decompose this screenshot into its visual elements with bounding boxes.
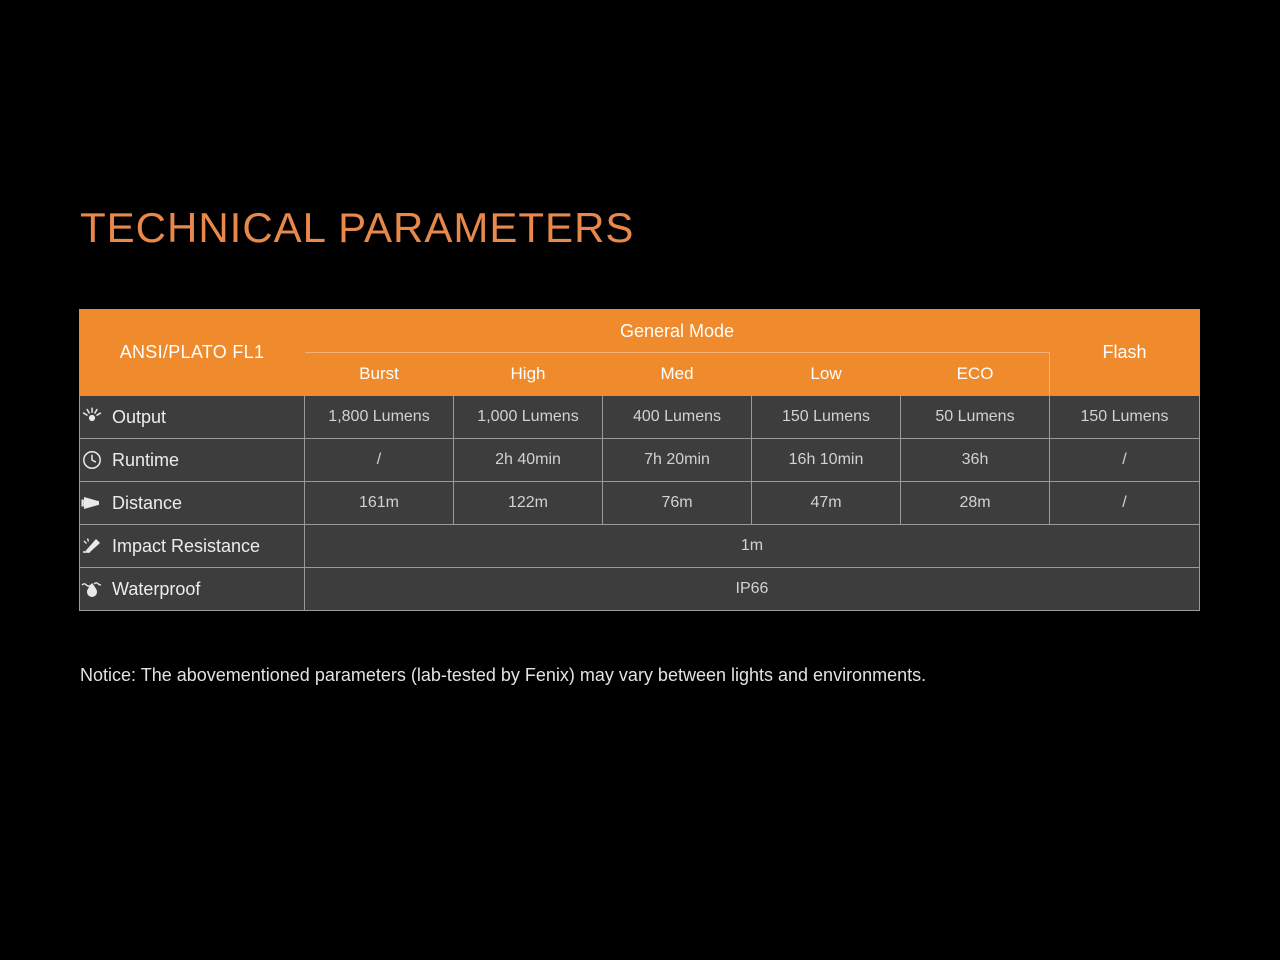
cell-distance-med: 76m xyxy=(603,482,752,525)
table-header-row-group xyxy=(80,310,1200,353)
cell-output-burst: 1,800 Lumens xyxy=(305,396,454,439)
standard-label-cell: ANSI/PLATO FL1 xyxy=(80,310,305,396)
mode-header-eco: ECO xyxy=(901,353,1050,396)
row-label-text: Output xyxy=(112,406,167,427)
mode-header-high: High xyxy=(454,353,603,396)
row-label-distance xyxy=(80,482,305,525)
row-label-text: Waterproof xyxy=(112,578,201,599)
table-row xyxy=(80,439,1200,482)
cell-distance-high: 122m xyxy=(454,482,603,525)
cell-output-med: 400 Lumens xyxy=(603,396,752,439)
impact-resistance-icon xyxy=(80,535,104,557)
clock-icon xyxy=(80,449,104,471)
row-label-runtime xyxy=(80,439,305,482)
cell-runtime-eco: 36h xyxy=(901,439,1050,482)
mode-header-burst: Burst xyxy=(305,353,454,396)
mode-header-low: Low xyxy=(752,353,901,396)
cell-distance-eco: 28m xyxy=(901,482,1050,525)
cell-distance-low: 47m xyxy=(752,482,901,525)
technical-parameters-table xyxy=(79,309,1200,611)
row-label-output xyxy=(80,396,305,439)
table-row xyxy=(80,568,1200,611)
cell-output-high: 1,000 Lumens xyxy=(454,396,603,439)
cell-distance-burst: 161m xyxy=(305,482,454,525)
waterproof-icon xyxy=(80,578,104,600)
row-label-text: Distance xyxy=(112,492,183,513)
flash-group-header: Flash xyxy=(1050,310,1200,396)
cell-output-flash: 150 Lumens xyxy=(1050,396,1200,439)
general-mode-group-header: General Mode xyxy=(305,310,1050,353)
output-icon xyxy=(80,406,104,428)
row-label-waterproof xyxy=(80,568,305,611)
cell-runtime-burst: / xyxy=(305,439,454,482)
cell-output-low: 150 Lumens xyxy=(752,396,901,439)
table-row xyxy=(80,525,1200,568)
cell-impact-resistance-value: 1m xyxy=(305,525,1200,568)
row-label-impact-resistance xyxy=(80,525,305,568)
cell-output-eco: 50 Lumens xyxy=(901,396,1050,439)
cell-waterproof-value: IP66 xyxy=(305,568,1200,611)
cell-distance-flash: / xyxy=(1050,482,1200,525)
cell-runtime-high: 2h 40min xyxy=(454,439,603,482)
table-row xyxy=(80,396,1200,439)
mode-header-med: Med xyxy=(603,353,752,396)
row-label-text: Impact Resistance xyxy=(112,535,261,556)
cell-runtime-flash: / xyxy=(1050,439,1200,482)
table-row xyxy=(80,482,1200,525)
cell-runtime-low: 16h 10min xyxy=(752,439,901,482)
notice-text: Notice: The abovementioned parameters (lab-tested by Fenix) may vary between lights and environments. xyxy=(80,665,927,685)
beam-distance-icon xyxy=(80,492,104,514)
cell-runtime-med: 7h 20min xyxy=(603,439,752,482)
row-label-text: Runtime xyxy=(112,449,180,470)
page-title: TECHNICAL PARAMETERS xyxy=(80,204,635,251)
